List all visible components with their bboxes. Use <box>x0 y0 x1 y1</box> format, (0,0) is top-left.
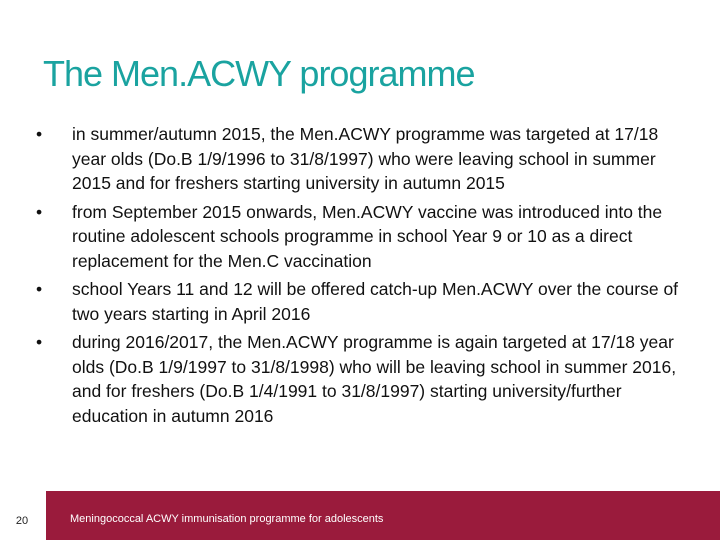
bullet-text: in summer/autumn 2015, the Men.ACWY programme was targeted at 17/18 year olds (Do.B 1/9/1996 to 31/8/1997) who were leaving school in summer 2015 and for freshers starting university in autumn 2015 <box>72 124 659 193</box>
bullet-list <box>30 122 690 432</box>
bullet-icon: • <box>36 201 43 222</box>
bullet-icon: • <box>36 124 43 144</box>
bullet-text: school Years 11 and 12 will be offered catch-up Men.ACWY over the course of two years starting in April 2016 <box>72 279 679 324</box>
bullet-item <box>30 330 690 428</box>
footer-text: Meningococcal ACWY immunisation programme for adolescents <box>70 513 384 525</box>
bullet-icon: • <box>36 279 43 299</box>
footer-bar <box>0 491 720 540</box>
bullet-item <box>30 122 690 196</box>
bullet-item <box>30 200 690 274</box>
footer-divider <box>44 491 46 540</box>
bullet-text: from September 2015 onwards, Men.ACWY vaccine was introduced into the routine adolescent schools programme in school Year 9 or 10 as a direct replacement for the Men.C vaccination <box>72 201 663 271</box>
bullet-icon: • <box>36 332 43 352</box>
page-number: 20 <box>0 491 44 540</box>
bullet-item <box>30 277 690 326</box>
bullet-text: during 2016/2017, the Men.ACWY programme is again targeted at 17/18 year olds (Do.B 1/9/1997 to 31/8/1998) who will be leaving school in summer 2016, and for freshers (Do.B 1/4/1991 to 31/8/1997) starting university/further education in autumn 2016 <box>72 332 677 426</box>
slide-title: The Men.ACWY programme <box>43 53 475 94</box>
